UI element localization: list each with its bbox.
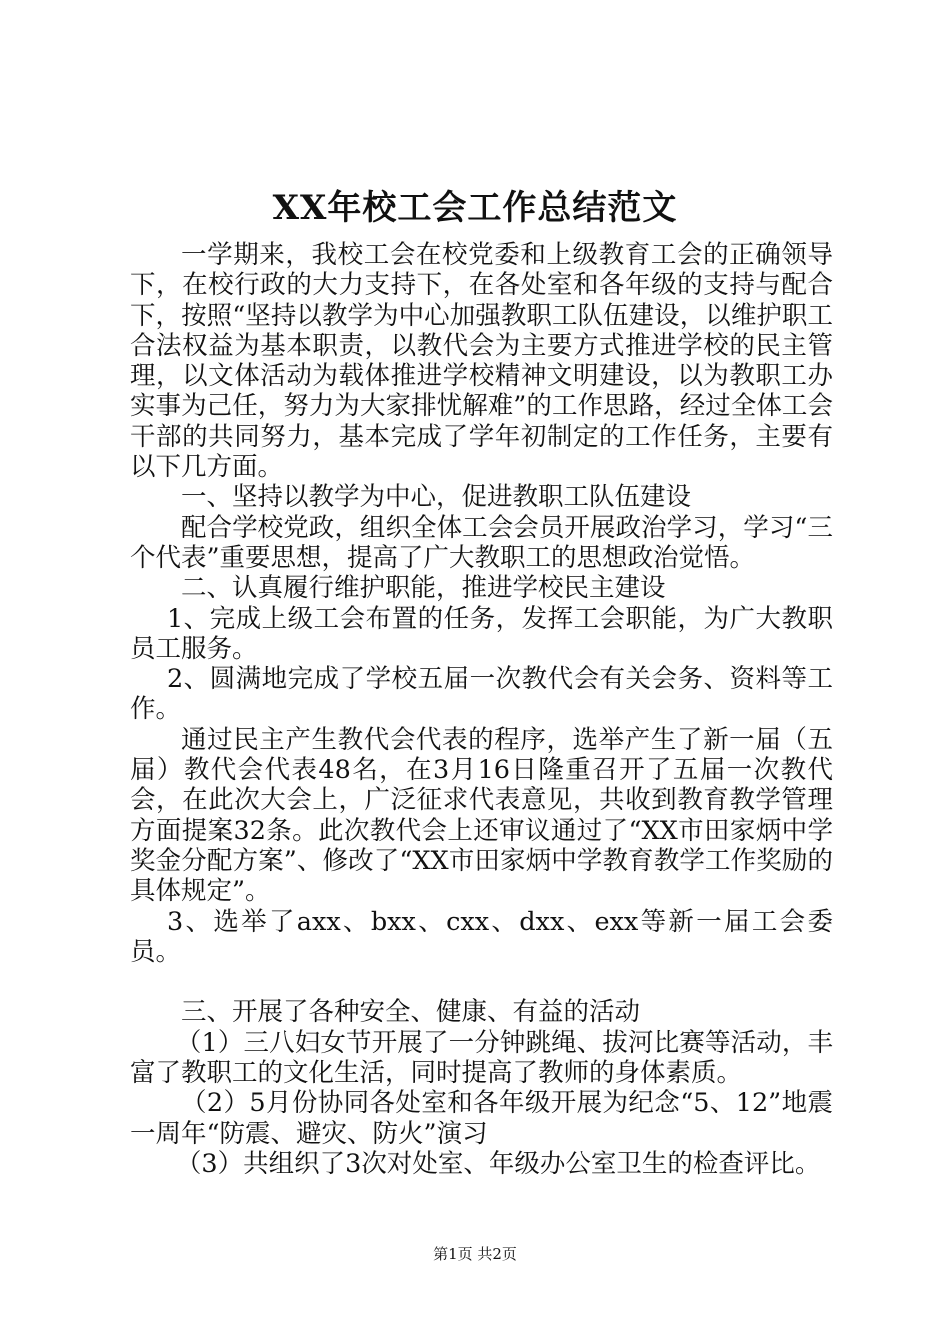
paragraph-congress: 通过民主产生教代会代表的程序，选举产生了新一届（五届）教代会代表48名，在3月16日隆重召开了五届一次教代会，在此次大会上，广泛征求代表意见，共收到教育教学管理方面提案32条。此次教代会上还审议通过了“XX市田家炳中学奖金分配方案”、修改了“XX市田家炳中学教育教学工作奖励的具体规定”。 — [130, 724, 833, 907]
paragraph-intro: 一学期来，我校工会在校党委和上级教育工会的正确领导下，在校行政的大力支持下，在各处室和各年级的支持与配合下，按照“坚持以教学为中心加强教职工队伍建设，以维护职工合法权益为基本职责，以教代会为主要方式推进学校的民主管理，以文体活动为载体推进学校精神文明建设，以为教职工办实事为己任，努力为大家排忧解难”的工作思路，经过全体工会干部的共同努力，基本完成了学年初制定的工作任务，主要有以下几方面。 — [130, 240, 833, 483]
page-footer: 第1页 共2页 — [433, 1245, 517, 1263]
list-item-2: 2、圆满地完成了学校五届一次教代会有关会务、资料等工作。 — [130, 664, 833, 725]
activity-item-3: （3）共组织了3次对处室、年级办公室卫生的检查评比。 — [175, 1148, 821, 1179]
document-body — [130, 240, 833, 1179]
page-title: XX年校工会工作总结范文 — [272, 188, 678, 228]
list-item-1: 1、完成上级工会布置的任务，发挥工会职能，为广大教职员工服务。 — [130, 603, 833, 664]
blank-line — [130, 967, 833, 997]
section-heading-3: 三、开展了各种安全、健康、有益的活动 — [181, 997, 641, 1028]
list-item-3: 3、选举了axx、bxx、cxx、dxx、exx等新一届工会委员。 — [130, 906, 833, 967]
section-heading-2: 二、认真履行维护职能，推进学校民主建设 — [181, 573, 666, 604]
activity-item-2: （2）5月份协同各处室和各年级开展为纪念“5、12”地震一周年“防震、避灾、防火”演习 — [130, 1088, 833, 1149]
activity-item-1: （1）三八妇女节开展了一分钟跳绳、拔河比赛等活动，丰富了教职工的文化生活，同时提高了教师的身体素质。 — [130, 1027, 833, 1089]
paragraph-section-1: 配合学校党政，组织全体工会会员开展政治学习，学习“三个代表”重要思想，提高了广大教职工的思想政治觉悟。 — [130, 512, 833, 573]
section-heading-1: 一、坚持以教学为中心，促进教职工队伍建设 — [181, 482, 692, 513]
